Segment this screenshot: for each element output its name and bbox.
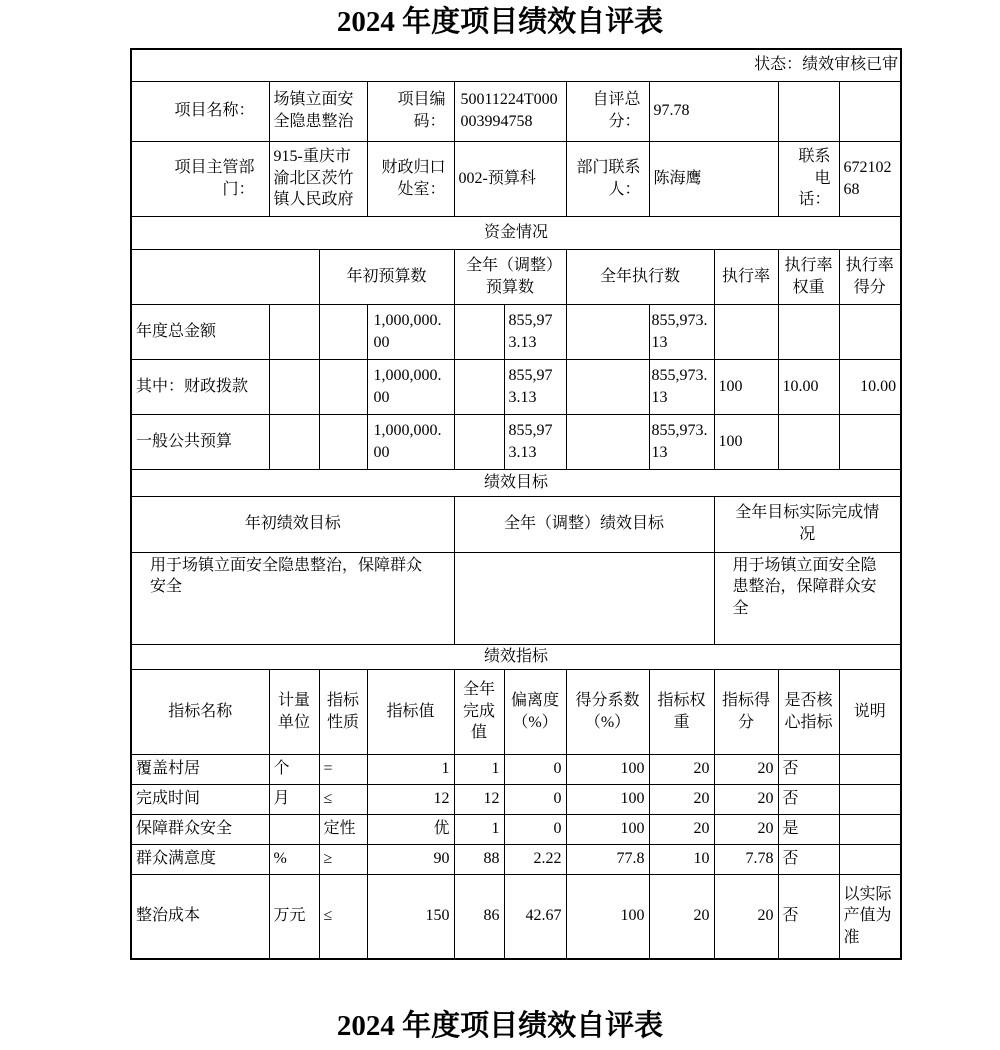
indicator-unit: 月 — [269, 784, 319, 814]
funding-header-score: 执行率得分 — [839, 249, 901, 304]
indicator-core: 否 — [778, 844, 839, 874]
project-info-row — [131, 81, 901, 141]
indicator-coefficient: 77.8 — [566, 844, 649, 874]
dept-value: 915-重庆市渝北区茨竹镇人民政府 — [269, 141, 367, 216]
indicator-note: 以实际产值为准 — [839, 874, 901, 959]
indicator-nature: 定性 — [319, 814, 367, 844]
funding-initial: 1,000,000.00 — [367, 359, 454, 414]
empty-cell — [319, 304, 367, 359]
indicator-note — [839, 844, 901, 874]
funding-section-title: 资金情况 — [131, 216, 901, 249]
indicator-header-note: 说明 — [839, 669, 901, 754]
finance-office-value: 002-预算科 — [454, 141, 566, 216]
empty-cell — [566, 304, 649, 359]
contact-value: 陈海鹰 — [649, 141, 778, 216]
indicator-header-core: 是否核心指标 — [778, 669, 839, 754]
goals-header-row — [131, 496, 901, 552]
empty-cell — [566, 359, 649, 414]
funding-row-public-budget — [131, 414, 901, 469]
goals-section-title: 绩效目标 — [131, 469, 901, 496]
indicator-score: 7.78 — [714, 844, 778, 874]
adjusted-goal-text — [454, 552, 714, 644]
status-badge: 状态：绩效审核已审 — [131, 49, 901, 81]
dept-label: 项目主管部门： — [131, 141, 269, 216]
funding-rate — [714, 304, 778, 359]
indicator-core: 是 — [778, 814, 839, 844]
funding-row-label: 年度总金额 — [131, 304, 269, 359]
self-score-label: 自评总分： — [566, 81, 649, 141]
initial-goal-text: 用于场镇立面安全隐患整治，保障群众安全 — [131, 552, 454, 644]
indicator-nature: ≤ — [319, 784, 367, 814]
indicator-row — [131, 844, 901, 874]
empty-cell — [131, 249, 319, 304]
indicator-unit: 个 — [269, 754, 319, 784]
indicator-header-target: 指标值 — [367, 669, 454, 754]
indicator-row — [131, 814, 901, 844]
funding-rate: 100 — [714, 414, 778, 469]
indicator-header-weight: 指标权重 — [649, 669, 714, 754]
footer-page-title: 2024 年度项目绩效自评表 — [336, 1010, 664, 1042]
indicator-nature: ≤ — [319, 874, 367, 959]
funding-initial: 1,000,000.00 — [367, 304, 454, 359]
evaluation-table — [130, 48, 902, 960]
empty-cell — [566, 414, 649, 469]
empty-cell — [269, 359, 319, 414]
indicator-header-name: 指标名称 — [131, 669, 269, 754]
funding-executed: 855,973.13 — [649, 414, 714, 469]
funding-header-initial: 年初预算数 — [319, 249, 454, 304]
contact-label: 部门联系人： — [566, 141, 649, 216]
indicator-note — [839, 754, 901, 784]
indicator-score: 20 — [714, 784, 778, 814]
indicator-deviation: 0 — [504, 814, 566, 844]
indicators-section-row — [131, 644, 901, 669]
project-name-label: 项目名称： — [131, 81, 269, 141]
indicator-completed: 12 — [454, 784, 504, 814]
funding-header-rate: 执行率 — [714, 249, 778, 304]
goals-data-row — [131, 552, 901, 644]
funding-row-fiscal — [131, 359, 901, 414]
goals-header-actual: 全年目标实际完成情况 — [714, 496, 901, 552]
indicator-core: 否 — [778, 754, 839, 784]
indicator-row — [131, 754, 901, 784]
empty-cell — [454, 414, 504, 469]
page-title: 2024 年度项目绩效自评表 — [336, 6, 664, 38]
actual-completion-text: 用于场镇立面安全隐患整治，保障群众安全 — [714, 552, 901, 644]
indicator-header-deviation: 偏离度（%） — [504, 669, 566, 754]
indicator-weight: 20 — [649, 754, 714, 784]
indicator-score: 20 — [714, 814, 778, 844]
funding-score — [839, 414, 901, 469]
empty-cell — [454, 359, 504, 414]
indicator-name: 覆盖村居 — [131, 754, 269, 784]
funding-header-row — [131, 249, 901, 304]
indicator-unit: 万元 — [269, 874, 319, 959]
funding-section-row — [131, 216, 901, 249]
funding-header-adjusted: 全年（调整）预算数 — [454, 249, 566, 304]
indicator-header-coefficient: 得分系数（%） — [566, 669, 649, 754]
funding-header-executed: 全年执行数 — [566, 249, 714, 304]
indicator-deviation: 0 — [504, 784, 566, 814]
indicator-deviation: 0 — [504, 754, 566, 784]
indicator-target: 优 — [367, 814, 454, 844]
goals-header-adjusted: 全年（调整）绩效目标 — [454, 496, 714, 552]
indicator-header-score: 指标得分 — [714, 669, 778, 754]
funding-row-total — [131, 304, 901, 359]
indicator-weight: 20 — [649, 814, 714, 844]
empty-cell — [319, 414, 367, 469]
funding-rate: 100 — [714, 359, 778, 414]
indicator-unit: % — [269, 844, 319, 874]
indicator-target: 90 — [367, 844, 454, 874]
indicator-target: 150 — [367, 874, 454, 959]
indicator-completed: 1 — [454, 754, 504, 784]
indicator-row — [131, 784, 901, 814]
indicator-coefficient: 100 — [566, 874, 649, 959]
empty-cell — [269, 304, 319, 359]
indicator-core: 否 — [778, 874, 839, 959]
indicator-header-unit: 计量单位 — [269, 669, 319, 754]
indicator-name: 保障群众安全 — [131, 814, 269, 844]
indicator-name: 群众满意度 — [131, 844, 269, 874]
goals-header-initial: 年初绩效目标 — [131, 496, 454, 552]
indicator-note — [839, 814, 901, 844]
indicator-coefficient: 100 — [566, 754, 649, 784]
project-code-label: 项目编码： — [367, 81, 454, 141]
indicator-nature: ≥ — [319, 844, 367, 874]
status-row — [131, 49, 901, 81]
indicator-score: 20 — [714, 754, 778, 784]
indicator-core: 否 — [778, 784, 839, 814]
funding-adjusted: 855,973.13 — [504, 414, 566, 469]
finance-office-label: 财政归口处室： — [367, 141, 454, 216]
indicator-note — [839, 784, 901, 814]
funding-initial: 1,000,000.00 — [367, 414, 454, 469]
self-score-value: 97.78 — [649, 81, 778, 141]
indicator-deviation: 2.22 — [504, 844, 566, 874]
funding-weight — [778, 304, 839, 359]
project-code-value: 50011224T000003994758 — [454, 81, 566, 141]
department-info-row — [131, 141, 901, 216]
indicator-name: 整治成本 — [131, 874, 269, 959]
indicator-weight: 20 — [649, 874, 714, 959]
phone-label: 联系电话： — [778, 141, 839, 216]
indicator-completed: 86 — [454, 874, 504, 959]
empty-cell — [319, 359, 367, 414]
funding-header-weight: 执行率权重 — [778, 249, 839, 304]
funding-adjusted: 855,973.13 — [504, 304, 566, 359]
indicator-target: 1 — [367, 754, 454, 784]
indicators-section-title: 绩效指标 — [131, 644, 901, 669]
indicator-name: 完成时间 — [131, 784, 269, 814]
indicator-weight: 20 — [649, 784, 714, 814]
indicator-unit — [269, 814, 319, 844]
empty-cell — [839, 81, 901, 141]
indicator-target: 12 — [367, 784, 454, 814]
indicator-weight: 10 — [649, 844, 714, 874]
funding-executed: 855,973.13 — [649, 304, 714, 359]
empty-cell — [269, 414, 319, 469]
phone-value: 67210268 — [839, 141, 901, 216]
indicator-coefficient: 100 — [566, 814, 649, 844]
empty-cell — [454, 304, 504, 359]
indicator-deviation: 42.67 — [504, 874, 566, 959]
funding-weight — [778, 414, 839, 469]
indicator-header-nature: 指标性质 — [319, 669, 367, 754]
funding-executed: 855,973.13 — [649, 359, 714, 414]
funding-row-label: 其中：财政拨款 — [131, 359, 269, 414]
empty-cell — [778, 81, 839, 141]
indicator-completed: 1 — [454, 814, 504, 844]
indicator-score: 20 — [714, 874, 778, 959]
funding-score — [839, 304, 901, 359]
indicators-header-row — [131, 669, 901, 754]
project-name-value: 场镇立面安全隐患整治 — [269, 81, 367, 141]
goals-section-row — [131, 469, 901, 496]
funding-weight: 10.00 — [778, 359, 839, 414]
indicator-nature: = — [319, 754, 367, 784]
funding-score: 10.00 — [839, 359, 901, 414]
funding-adjusted: 855,973.13 — [504, 359, 566, 414]
indicator-coefficient: 100 — [566, 784, 649, 814]
indicator-row — [131, 874, 901, 959]
indicator-header-completed: 全年完成值 — [454, 669, 504, 754]
indicator-completed: 88 — [454, 844, 504, 874]
funding-row-label: 一般公共预算 — [131, 414, 269, 469]
